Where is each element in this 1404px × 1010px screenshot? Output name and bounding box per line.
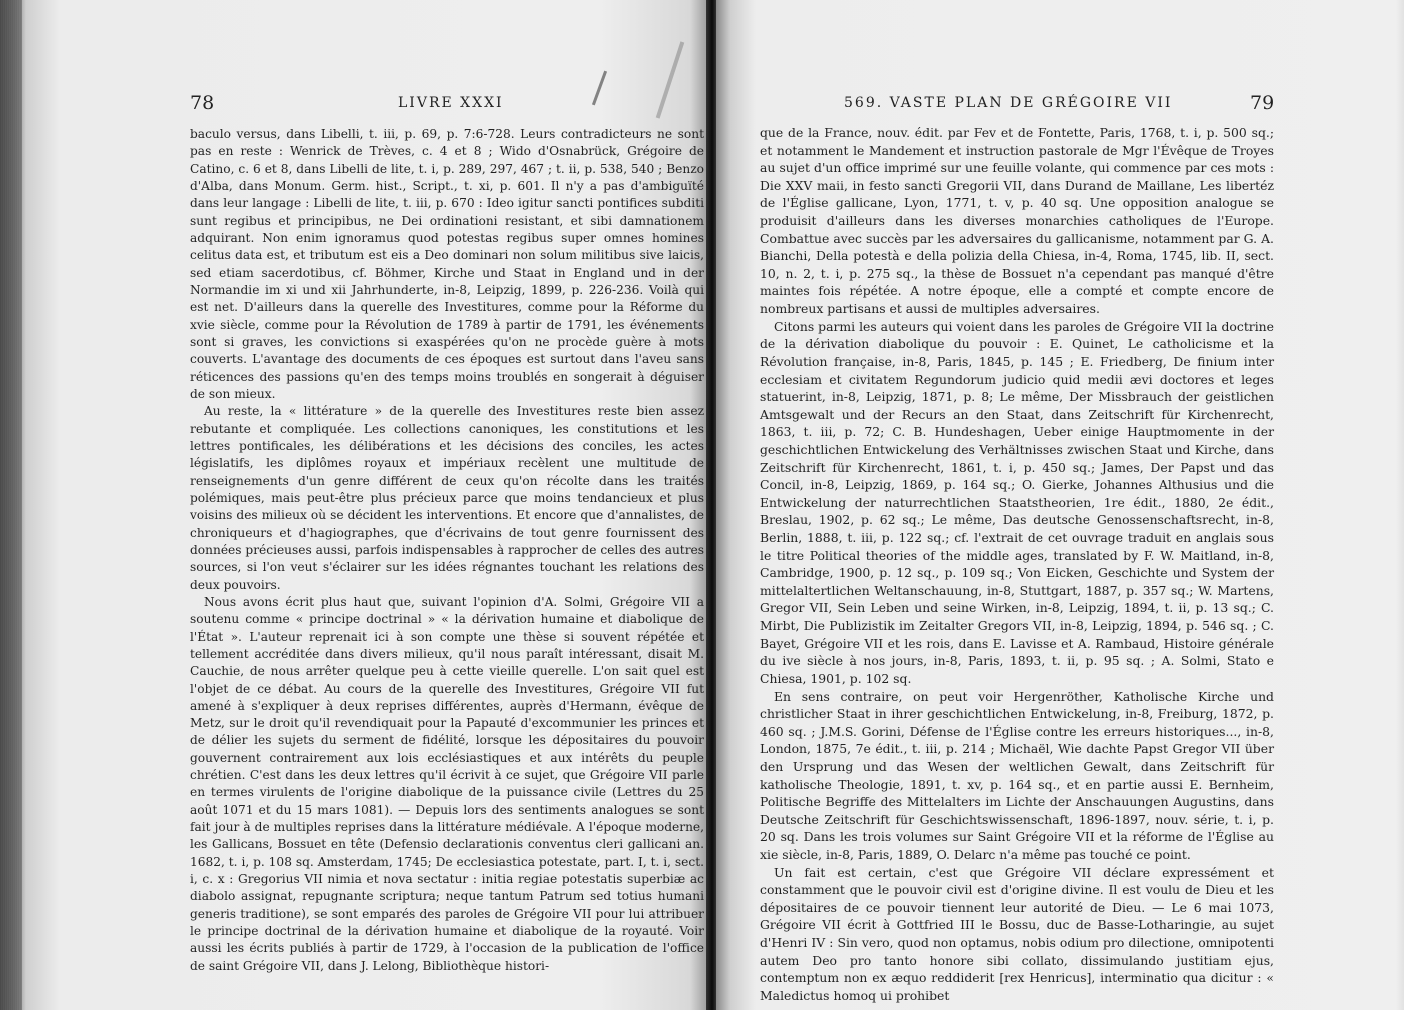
page-number: 79: [1250, 92, 1275, 114]
page-number: 78: [190, 92, 215, 114]
page-body: [190, 126, 704, 975]
running-head: LIVRE XXXI: [398, 95, 504, 111]
paragraph: Un fait est certain, c'est que Grégoire VII déclare expressément et constamment que le pouvoir civil est d'origine divine. Il est voulu de Dieu et les dépositaires de ce pouvoir tiennent leur autorité de Dieu. — Le 6 mai 1073, Grégoire VII écrit à Gottfried III le Bossu, duc de Basse-Lotharingie, au sujet d'Henri IV : Sin vero, quod non optamus, nobis odium pro dilectione, omnipotenti autem Deo pro tanto honore sibi collato, dissimulando justitiam ejus, contemptum non ex æquo reddiderit [rex Henricus], interminatio qua dicitur : « Maledictus homoq ui prohibet: [760, 864, 1274, 1003]
page-body: [760, 124, 1274, 1004]
running-head: 569. VASTE PLAN DE GRÉGOIRE VII: [844, 95, 1173, 111]
paragraph: Citons parmi les auteurs qui voient dans les paroles de Grégoire VII la doctrine de la dérivation diabolique du pouvoir : E. Quinet, Le catholicisme et la Révolution française, in-8, Paris, 1845, p. 145 ; E. Friedberg, De finium inter ecclesiam et civitatem Regundorum judicio quid medii ævi doctores et leges statuerint, in-8, Leipzig, 1871, p. 8; Le même, Der Missbrauch der geistlichen Amtsgewalt und der Recurs an den Staat, dans Zeitschrift für Kirchenrecht, 1863, t. iii, p. 72; C. B. Hundeshagen, Ueber einige Hauptmomente in der geschichtlichen Entwickelung des Verhältnisses zwischen Staat und Kirche, dans Zeitschrift für Kirchenrecht, 1861, t. i, p. 450 sq.; James, Der Papst und das Concil, in-8, Leipzig, 1869, p. 164 sq.; O. Gierke, Johannes Althusius und die Entwickelung der naturrechtlichen Staatstheorien, 1re édit., 1880, 2e édit., Breslau, 1902, p. 62 sq.; Le même, Das deutsche Genossenschaftsrecht, in-8, Berlin, 1888, t. iii, p. 122 sq.; cf. l'extrait de cet ouvrage traduit en anglais sous le titre Political theories of the middle ages, translated by F. W. Maitland, in-8, Cambridge, 1900, p. 12 sq., p. 109 sq.; Von Eicken, Geschichte und System der mittelaltertlichen Weltanschauung, in-8, Stuttgart, 1887, p. 357 sq.; W. Martens, Gregor VII, Sein Leben und seine Wirken, in-8, Leipzig, 1894, t. ii, p. 13 sq.; C. Mirbt, Die Publizistik im Zeitalter Gregors VII, in-8, Leipzig, 1894, p. 546 sq. ; C. Bayet, Grégoire VII et les rois, dans E. Lavisse et A. Rambaud, Histoire générale du ive siècle à nos jours, in-8, Paris, 1893, t. ii, p. 95 sq. ; A. Solmi, Stato e Chiesa, 1901, p. 102 sq.: [760, 318, 1274, 686]
paragraph: En sens contraire, on peut voir Hergenröther, Katholische Kirche und christlicher Staat in ihrer geschichtlichen Entwickelung, in-8, Freiburg, 1872, p. 460 sq. ; J.M.S. Gorini, Défense de l'Église contre les erreurs historiques..., in-8, London, 1875, 7e édit., t. iii, p. 214 ; Michaël, Wie dachte Papst Gregor VII über den Ursprung und das Wesen der weltlichen Gewalt, dans Zeitschrift für katholische Theologie, 1891, t. xv, p. 164 sq., et en partie aussi E. Bernheim, Politische Begriffe des Mittelalters im Lichte der Anschauungen Augustins, dans Deutsche Zeitschrift für Geschichtswissenschaft, 1896-1897, nouv. série, t. i, p. 20 sq. Dans les trois volumes sur Saint Grégoire VII et la réforme de l'Église au xie siècle, in-8, Paris, 1889, O. Delarc n'a même pas touché ce point.: [760, 688, 1274, 862]
page-edge-shadow: [0, 0, 22, 1010]
right-page: [716, 0, 1404, 1010]
pencil-mark: [592, 71, 607, 106]
paragraph: que de la France, nouv. édit. par Fev et de Fontette, Paris, 1768, t. i, p. 500 sq.; et notamment le Mandement et instruction pastorale de Mgr l'Évêque de Troyes au sujet d'un office imprimé sur une feuille volante, qui commence par ces mots : Die XXV maii, in festo sancti Gregorii VII, dans Durand de Maillane, Les libertéz de l'Église gallicane, Lyon, 1771, t. v, p. 40 sq. Une opposition analogue se produisit d'ailleurs dans les diverses monarchies catholiques de l'Europe. Combattue avec succès par les adversaires du gallicanisme, notamment par G. A. Bianchi, Della potestà e della polizia della Chiesa, in-4, Roma, 1745, lib. II, sect. 10, n. 2, t. i, p. 275 sq., la thèse de Bossuet n'a cependant pas manqué d'être maintes fois répétée. A notre époque, elle a compté et compte encore de nombreux partisans et aussi de multiples adversaires.: [760, 125, 1274, 317]
paragraph: Nous avons écrit plus haut que, suivant l'opinion d'A. Solmi, Grégoire VII a soutenu comme « principe doctrinal » « la dérivation humaine et diabolique de l'État ». L'auteur reprenait ici à son compte une thèse si souvent répétée et tellement accréditée dans divers milieux, qu'il nous paraît intéressant, disait M. Cauchie, de nous arrêter quelque peu à cette vieille querelle. L'on sait quel est l'objet de ce débat. Au cours de la querelle des Investitures, Grégoire VII fut amené à s'expliquer à deux reprises différentes, auprès d'Hermann, évêque de Metz, sur le droit qu'il revendiquait pour la Papauté d'excommunier les princes et de délier les sujets du serment de fidélité, lorsque les dépositaires du pouvoir gouvernent contrairement aux lois ecclésiastiques et aux intérêts du peuple chrétien. C'est dans les deux lettres qu'il écrivit à ce sujet, que Grégoire VII parle en termes virulents de l'origine diabolique de la puissance civile (Lettres du 25 août 1071 et du 15 mars 1081). — Depuis lors des sentiments analogues se sont fait jour à de multiples reprises dans la littérature médiévale. A l'époque moderne, les Gallicans, Bossuet en tête (Defensio declarationis conventus cleri gallicani an. 1682, t. i, p. 108 sq. Amsterdam, 1745; De ecclesiastica potestate, part. I, t. i, sect. i, c. x : Gregorius VII nimia et nova sectatur : initia regiae potestatis superbiæ ac diabolo assignat, repugnante scriptura; neque tantum Patrum sed totius humani generis traditione), se sont emparés des paroles de Grégoire VII pour lui attribuer le principe doctrinal de la dérivation humaine et diabolique de la royauté. Voir aussi les écrits publiés à partir de 1729, à l'occasion de la publication de l'office de saint Grégoire VII, dans J. Lelong, Bibliothèque histori-: [190, 594, 704, 973]
paragraph: Au reste, la « littérature » de la querelle des Investitures reste bien assez rebutante et compliquée. Les collections canoniques, les constitutions et les lettres pontificales, les délibérations et les décisions des conciles, les actes législatifs, les diplômes royaux et impériaux recèlent une multitude de renseignements d'un genre différent de ceux qu'on récolte dans les traités polémiques, mais peut-être plus précieux parce que moins tendancieux et plus voisins des milieux où se décident les interventions. Et encore que d'annalistes, de chroniqueurs et d'hagiographes, que d'écrivains de tout genre fournissent des données précieuses aussi, parfois indispensables à rapprocher de celles des autres sources, si l'on veut s'éclairer sur les idées régnantes touchant les relations des deux pouvoirs.: [190, 404, 704, 592]
paragraph: baculo versus, dans Libelli, t. iii, p. 69, p. 7:6-728. Leurs contradicteurs ne sont pas en reste : Wenrick de Trèves, c. 4 et 8 ; Wido d'Osnabrück, Grégoire de Catino, c. 6 et 8, dans Libelli de lite, t. i, p. 289, 297, 467 ; t. ii, p. 538, 540 ; Benzo d'Alba, dans Monum. Germ. hist., Script., t. xi, p. 601. Il n'y a pas d'ambiguïté dans leur langage : Libelli de lite, t. iii, p. 670 : Ideo igitur sancti pontifices subditi sunt regibus et principibus, ne Dei ordinationi resistant, et sibi damnationem adquirant. Non enim ignoramus quod potestas regibus super omnes homines celitus data est, et tributum est eis a Deo dominari non solum militibus sive laicis, sed etiam sacerdotibus, cf. Böhmer, Kirche und Staat in England und in der Normandie im xi und xii Jahrhunderte, in-8, Leipzig, 1899, p. 226-236. Voilà qui est net. D'ailleurs dans la querelle des Investitures, comme pour la Réforme du xvie siècle, comme pour la Révolution de 1789 à partir de 1791, les événements sont si graves, les convictions si exaspérées qu'on ne procède guère à mots couverts. L'avantage des documents de ces époques est surtout dans l'aveu sans réticences des passions qu'en des temps moins troublés en songerait à déguiser de son mieux.: [190, 127, 704, 401]
pencil-mark: [656, 41, 685, 118]
